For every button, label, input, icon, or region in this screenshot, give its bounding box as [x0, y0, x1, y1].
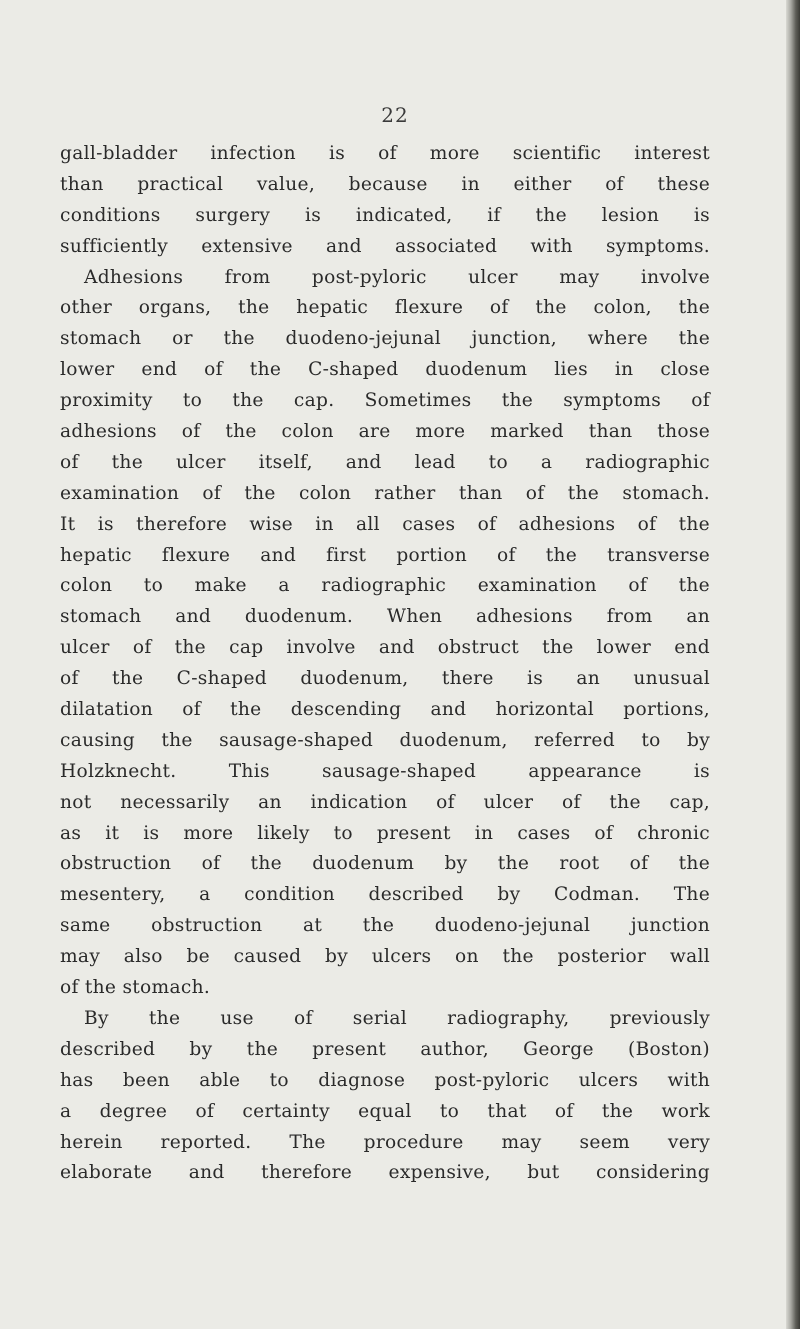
text-line: ulcer of the cap involve and obstruct the lower end — [60, 637, 710, 659]
text-line: herein reported. The procedure may seem very — [60, 1131, 710, 1153]
text-line: not necessarily an indication of ulcer of the cap, — [60, 791, 710, 813]
text-line: lower end of the C-shaped duodenum lies in close — [60, 359, 710, 381]
text-line: It is therefore wise in all cases of adhesions of the — [60, 513, 710, 535]
text-line: of the ulcer itself, and lead to a radiographic — [60, 451, 710, 473]
text-line: colon to make a radiographic examination of the — [60, 575, 710, 597]
text-line: proximity to the cap. Sometimes the symptoms of — [60, 390, 710, 412]
text-line: described by the present author, George (Boston) — [60, 1038, 710, 1060]
body-text — [60, 139, 710, 1189]
text-line: gall-bladder infection is of more scientific interest — [60, 143, 710, 164]
text-line: dilatation of the descending and horizontal portions, — [60, 699, 710, 721]
text-line: Adhesions from post-pyloric ulcer may involve — [84, 266, 710, 288]
text-line: stomach and duodenum. When adhesions from an — [60, 606, 710, 628]
text-line: a degree of certainty equal to that of the work — [60, 1100, 710, 1122]
page-number: 22 — [381, 103, 409, 127]
text-line: By the use of serial radiography, previously — [84, 1007, 710, 1029]
text-line: of the stomach. — [60, 977, 211, 999]
text-line: other organs, the hepatic flexure of the colon, the — [60, 297, 710, 319]
text-line: elaborate and therefore expensive, but considering — [60, 1162, 710, 1184]
text-line: may also be caused by ulcers on the posterior wall — [60, 946, 710, 968]
text-line: of the C-shaped duodenum, there is an unusual — [60, 668, 710, 690]
text-line: obstruction of the duodenum by the root of the — [60, 853, 710, 875]
text-line: stomach or the duodeno-jejunal junction, where the — [60, 328, 710, 350]
text-line: conditions surgery is indicated, if the lesion is — [60, 204, 710, 226]
text-line: hepatic flexure and first portion of the transverse — [60, 544, 710, 566]
text-line: mesentery, a condition described by Codman. The — [60, 884, 710, 906]
text-line: adhesions of the colon are more marked than those — [60, 421, 710, 443]
text-line: same obstruction at the duodeno-jejunal junction — [60, 915, 710, 937]
text-line: examination of the colon rather than of the stomach. — [60, 482, 710, 504]
text-line: has been able to diagnose post-pyloric ulcers with — [60, 1069, 710, 1091]
text-line: as it is more likely to present in cases of chronic — [60, 822, 710, 844]
text-line: than practical value, because in either of these — [60, 173, 710, 195]
text-line: sufficiently extensive and associated with symptoms. — [60, 235, 710, 257]
text-line: Holzknecht. This sausage-shaped appearance is — [60, 760, 710, 782]
text-line: causing the sausage-shaped duodenum, referred to by — [60, 729, 710, 751]
page-edge-shadow — [786, 0, 800, 1329]
